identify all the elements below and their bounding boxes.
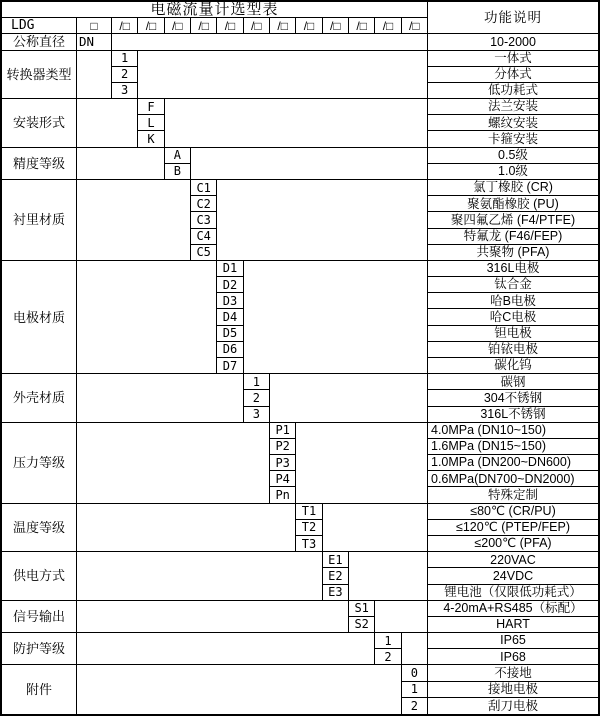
option-description-cell: 哈C电极 [428,309,598,325]
option-code-cell: 1 [244,374,270,390]
spacer-cell [77,552,323,601]
spacer-cell [375,601,428,633]
spacer-cell [112,34,428,50]
option-description-cell: 不接地 [428,665,598,681]
spacer-cell [270,374,428,423]
option-description-cell: ≤120℃ (PTEP/FEP) [428,520,598,536]
option-code-cell: E2 [323,568,349,584]
option-description-cell: 共聚物 (PFA) [428,245,598,261]
option-code-cell: C2 [191,196,217,212]
option-description-cell: 铂铱电极 [428,342,598,358]
section-label: 温度等级 [2,504,77,553]
option-description-cell: ≤80℃ (CR/PU) [428,504,598,520]
section-label: 电极材质 [2,261,77,374]
option-code-cell: S1 [349,601,375,617]
option-code-cell: 2 [244,390,270,406]
option-code-cell: 2 [112,67,138,83]
function-column-header: 功能说明 [428,2,598,34]
option-description-cell: 氯丁橡胶 (CR) [428,180,598,196]
option-description-cell: 特氟龙 (F46/FEP) [428,229,598,245]
option-description-cell: 316L电极 [428,261,598,277]
option-description-cell: HART [428,617,598,633]
section-label: 附件 [2,665,77,714]
section-label: 压力等级 [2,423,77,504]
model-code-slot: /□ [165,18,191,34]
option-description-cell: 0.6MPa(DN700~DN2000) [428,471,598,487]
option-code-cell: 1 [112,51,138,67]
option-code-cell: F [138,99,164,115]
option-description-cell: 钛合金 [428,277,598,293]
spacer-cell [77,180,191,261]
option-code-cell: C5 [191,245,217,261]
option-code-cell: C1 [191,180,217,196]
section-label-diameter: 公称直径 [2,34,77,50]
spacer-cell [77,665,402,714]
model-code-slot: /□ [244,18,270,34]
option-code-cell: B [165,164,191,180]
section-label: 转换器类型 [2,51,77,100]
section-label: 供电方式 [2,552,77,601]
option-code-cell: D2 [217,277,243,293]
option-description-cell: 聚氨酯橡胶 (PU) [428,196,598,212]
spacer-cell [165,99,428,148]
spacer-cell [77,374,244,423]
option-code-cell: S2 [349,617,375,633]
section-label: 衬里材质 [2,180,77,261]
option-code-cell: 0 [402,665,428,681]
option-description-cell: 4-20mA+RS485（标配） [428,601,598,617]
option-code-cell: D3 [217,293,243,309]
model-code-slot: /□ [138,18,164,34]
section-label: 精度等级 [2,148,77,180]
option-code-cell: A [165,148,191,164]
option-description-cell: 特殊定制 [428,487,598,503]
option-description-cell: IP65 [428,633,598,649]
option-code-cell: P3 [270,455,296,471]
option-description-cell: 卡箍安装 [428,131,598,147]
spacer-cell [77,148,165,180]
model-code-slot: /□ [296,18,322,34]
model-code-slot: /□ [270,18,296,34]
option-description-cell: 220VAC [428,552,598,568]
section-label: 外壳材质 [2,374,77,423]
spacer-cell [77,261,217,374]
option-code-cell: P1 [270,423,296,439]
spacer-cell [77,99,138,148]
option-description-cell: 刮刀电极 [487,698,538,713]
model-code-slot: /□ [375,18,401,34]
section-label: 安装形式 [2,99,77,148]
option-description-cell: 1.0级 [428,164,598,180]
option-description-cell: ≤200℃ (PFA) [428,536,598,552]
option-code-cell: D7 [217,358,243,374]
option-description-cell: 316L不锈钢 [428,407,598,423]
option-code-cell: C4 [191,229,217,245]
option-description-cell: 聚四氟乙烯 (F4/PTFE) [428,212,598,228]
option-code-cell: Pn [270,487,296,503]
option-code-cell: 2 [402,698,428,714]
option-code-cell: 3 [244,407,270,423]
option-code-cell: P4 [270,471,296,487]
spacer-cell [402,633,428,665]
option-code-cell: P2 [270,439,296,455]
section-label: 信号输出 [2,601,77,633]
option-description-cell: 螺纹安装 [428,115,598,131]
section-label: 防护等级 [2,633,77,665]
model-code-slot: /□ [402,18,428,34]
option-description-cell: 钽电极 [428,326,598,342]
option-code-cell: 2 [375,649,401,665]
model-code-slot: /□ [217,18,243,34]
code-cell-dn: DN [77,34,112,50]
option-description-cell: 哈B电极 [428,293,598,309]
spacer-cell [296,423,428,504]
spacer-cell [217,180,428,261]
spacer-cell [244,261,428,374]
model-code-slot: /□ [112,18,138,34]
spacer-cell [349,552,428,601]
option-code-cell: T1 [296,504,322,520]
spacer-cell [191,148,428,180]
spacer-cell [138,51,428,100]
option-description-cell: 碳钢 [428,374,598,390]
table-title: 电磁流量计选型表 [2,2,428,18]
option-code-cell: E1 [323,552,349,568]
option-code-cell: T2 [296,520,322,536]
option-description-cell: IP68 [428,649,598,665]
option-code-cell: D6 [217,342,243,358]
spacer-cell [323,504,428,553]
model-code-box: □ [77,18,112,34]
option-code-cell: D4 [217,309,243,325]
spacer-cell [77,504,296,553]
spacer-cell [77,51,112,100]
option-description-cell: 1.6MPa (DN15~150) [428,439,598,455]
model-code-slot: /□ [323,18,349,34]
spacer-cell [77,633,375,665]
option-code-cell: 3 [112,83,138,99]
spacer-cell [77,423,270,504]
option-description-cell: 304不锈钢 [428,390,598,406]
option-description-cell: 24VDC [428,568,598,584]
option-code-cell: D5 [217,326,243,342]
model-code-slot: /□ [191,18,217,34]
option-description-cell: 0.5级 [428,148,598,164]
option-description-cell: 一体式 [428,51,598,67]
option-description-cell: 锂电池（仅限低功耗式） [428,585,598,601]
option-description-cell: 碳化钨 [428,358,598,374]
option-description-cell: 分体式 [428,67,598,83]
option-description-cell: 4.0MPa (DN10~150) [428,423,598,439]
option-description-cell: 接地电极 [428,682,598,698]
option-code-cell: T3 [296,536,322,552]
option-code-cell: E3 [323,585,349,601]
option-code-cell: L [138,115,164,131]
model-code-slot: /□ [349,18,375,34]
option-code-cell: D1 [217,261,243,277]
option-code-cell: K [138,131,164,147]
option-description-cell: 低功耗式 [428,83,598,99]
description-cell: 10-2000 [428,34,598,50]
option-description-cell: 法兰安装 [428,99,598,115]
model-prefix-label: LDG [2,18,77,34]
option-code-cell: C3 [191,212,217,228]
option-description-cell: 1.0MPa (DN200~DN600) [428,455,598,471]
spacer-cell [77,601,349,633]
option-code-cell: 1 [375,633,401,649]
option-code-cell: 1 [402,682,428,698]
